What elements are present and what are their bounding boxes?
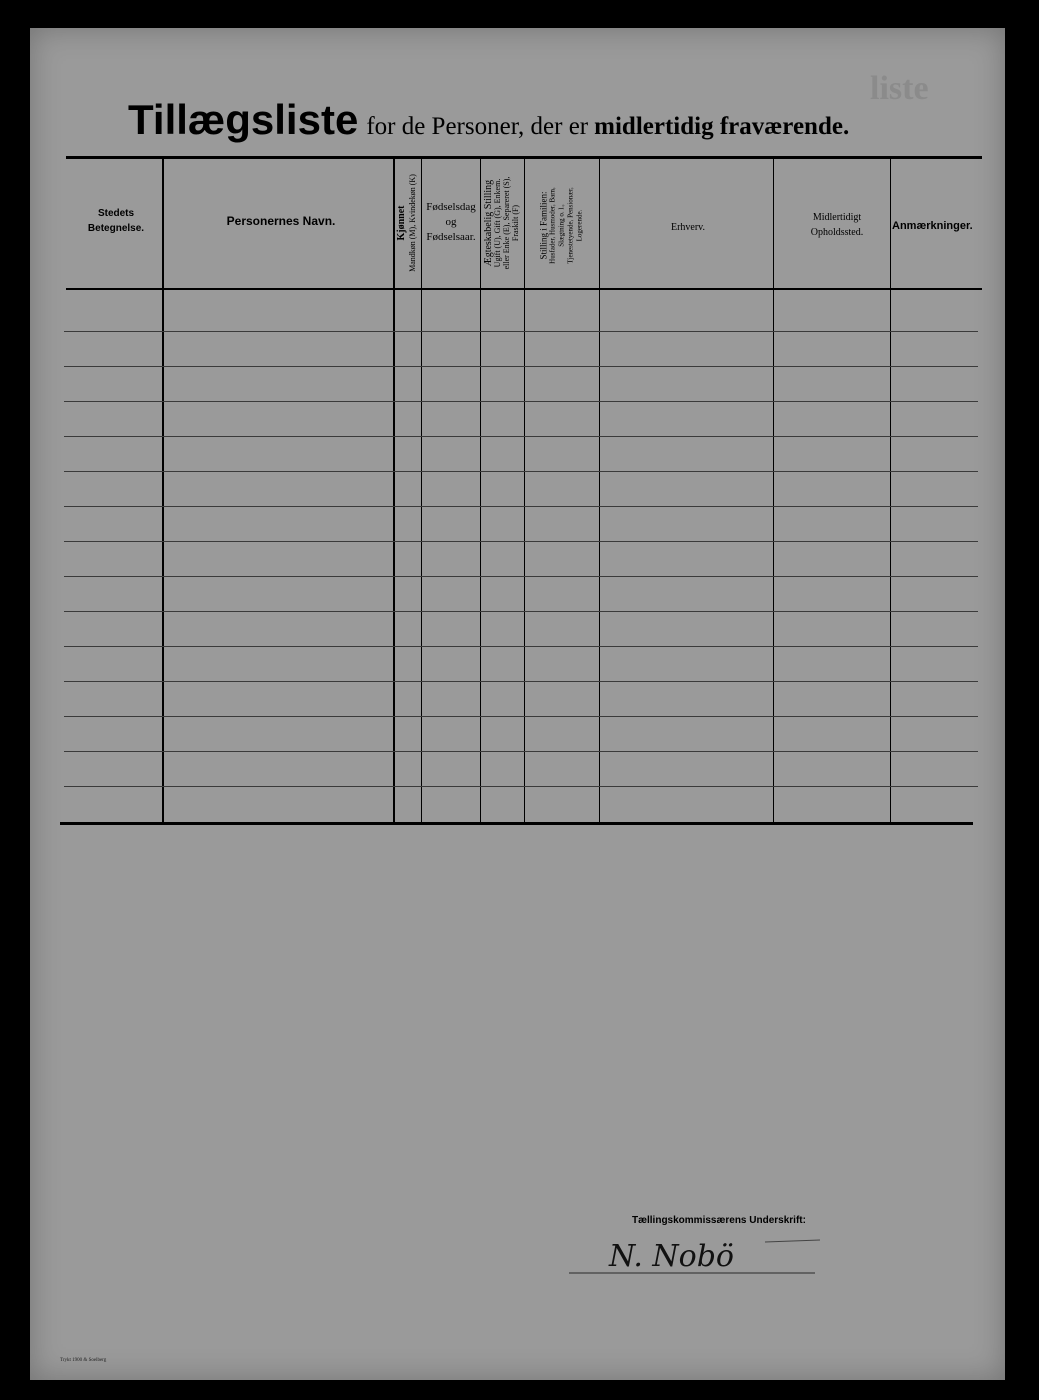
header-familie-line1: Husfader, Husmoder, Barn, [548,187,557,264]
signature-label: Tællingskommissærens Underskrift: [632,1215,806,1226]
header-kjon-sub: Mandkøn (M), Kvindekøn (K) [408,174,417,272]
header-aegteskab-line1: Ugift (U), Gift (G), Enkem. [493,178,502,268]
bleed-through-text: liste [870,70,929,107]
row-line [64,541,978,542]
title-rest: for de Personer, der er [366,113,589,140]
header-opholdssted: Midlertidigt Opholdssted. [810,212,864,238]
header-familie-line2: Slægtning o. l., [557,204,566,247]
row-line [64,786,978,787]
header-familie-line4: Logerende. [575,209,584,242]
row-line [64,401,978,402]
header-stedets: Stedets Betegnelse. [87,208,145,234]
table-bottom-rule [60,822,973,825]
header-familie-title: Stilling i Familien: [538,191,549,260]
signature-line-short [765,1240,820,1242]
header-aegteskab-title: Ægteskabelig Stilling [483,179,494,267]
form-title [128,96,948,146]
row-line [64,471,978,472]
row-line [64,681,978,682]
col-line-4 [480,159,481,822]
header-kjon-title: Kjønnet [396,205,407,241]
header-anmaerkninger: Anmærkninger. [892,220,973,232]
header-navn: Personernes Navn. [226,214,336,228]
row-line [64,646,978,647]
header-fodsel: Fødselsdag og Fødselsaar. [426,201,476,243]
row-line [64,751,978,752]
signature-name: N. Nobö [609,1239,734,1274]
row-line [64,331,978,332]
header-aegteskab [484,157,520,289]
row-line [64,716,978,717]
header-erhverv: Erhverv. [670,222,706,233]
col-line-7 [773,159,774,822]
header-familie [540,160,585,292]
signature-area [565,1230,825,1280]
title-main: Tillægsliste [128,96,359,143]
col-line-8 [890,159,891,822]
row-line [64,506,978,507]
header-kjon [396,160,418,286]
col-line-5 [524,159,525,822]
row-line [64,611,978,612]
col-line-6 [599,159,600,822]
row-line [64,366,978,367]
col-line-2 [393,159,395,822]
row-line [64,436,978,437]
col-line-1 [162,159,164,822]
title-emphasis: midlertidig fraværende. [594,113,850,140]
row-line [64,576,978,577]
col-line-3 [421,159,422,822]
header-aegteskab-line3: Fraskilt (F) [511,204,520,242]
printer-imprint: Trykt 1900 & Soelberg [60,1358,107,1363]
header-aegteskab-line2: eller Enke (E), Separeret (S), [502,176,511,270]
header-familie-line3: Tjenestetyende, Pensionær, [566,187,575,264]
